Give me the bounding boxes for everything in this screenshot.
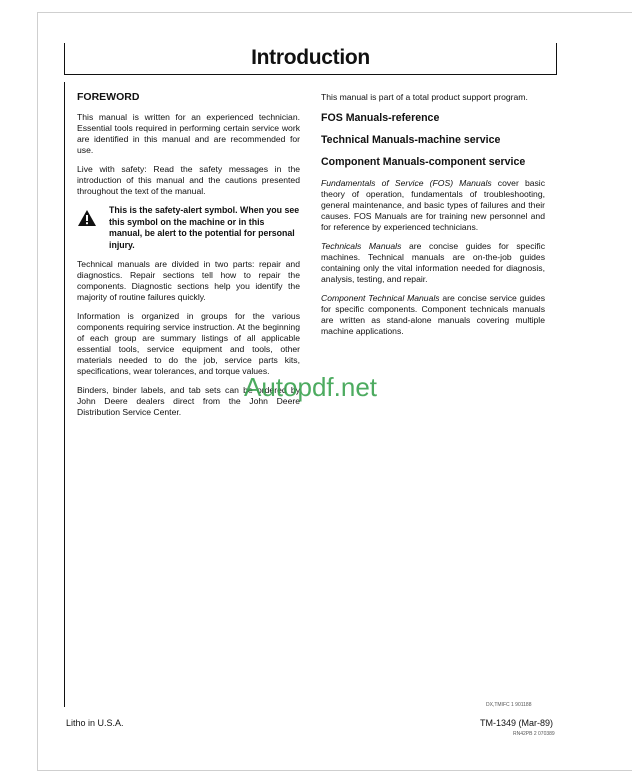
left-margin-rule <box>64 82 65 707</box>
paragraph: This manual is written for an experienced technician. Essential tools required in performing certain service work are identified in this manual and are recommended for use. <box>77 112 300 155</box>
technical-description: Technicals Manuals are concise guides for specific machines. Technical manuals are on-the-job guides containing only the vital information needed for diagnosis, analysis, testing, and repair. <box>321 241 545 284</box>
component-description: Component Technical Manuals are concise service guides for specific components. Component technicals manuals are written as stand-alone manuals covering multiple machine applications. <box>321 293 545 336</box>
document-code: DX,TMIFC 1 901188 <box>486 702 532 708</box>
header-bottom-rule <box>64 74 557 75</box>
fos-description: Fundamentals of Service (FOS) Manuals cover basic theory of operation, fundamentals of troubleshooting, general maintenance, and basic types of failures and their causes. FOS Manuals are for training new personnel and for reference by experienced technicians. <box>321 178 546 232</box>
safety-alert-icon <box>77 205 101 229</box>
paragraph: Live with safety: Read the safety messages in the introduction of this manual and the cautions presented throughout the text of the manual. <box>77 164 300 196</box>
watermark: Autopdf.net <box>244 372 377 402</box>
technical-manuals-heading: Technical Manuals-machine service <box>321 134 501 146</box>
print-code: RN42PB 2 070389 <box>513 731 555 737</box>
paragraph: Technical manuals are divided in two parts: repair and diagnostics. Repair sections tell how to repair the components. Diagnostic sections help you identify the majority of routine failures quickly. <box>77 259 300 302</box>
fos-manuals-heading: FOS Manuals-reference <box>321 112 440 124</box>
safety-alert-text: This is the safety-alert symbol. When you see this symbol on the machine or in this manual, be alert to the potential for personal injury. <box>109 205 300 250</box>
paragraph: Information is organized in groups for the various components requiring service instruction. At the beginning of each group are summary listings of all applicable essential tools, service equipment and tools, other materials needed to do the job, service parts kits, specifications, wear tolerances, and torque values. <box>77 311 300 376</box>
program-intro: This manual is part of a total product support program. <box>321 92 528 102</box>
safety-alert-block <box>77 205 300 251</box>
paragraph: Binders, binder labels, and tab sets can be ordered by John Deere dealers direct from the John Deere Distribution Service Center. <box>77 385 300 417</box>
frame-left-border <box>37 12 38 770</box>
tm-number: TM-1349 (Mar-89) <box>480 718 554 728</box>
component-manuals-heading: Component Manuals-component service <box>321 156 526 168</box>
right-column <box>321 92 545 345</box>
frame-bottom-border <box>37 770 632 771</box>
page-title: Introduction <box>251 46 370 69</box>
frame-top-border <box>37 12 632 13</box>
foreword-heading: FOREWORD <box>77 91 140 103</box>
litho-note: Litho in U.S.A. <box>66 718 124 728</box>
